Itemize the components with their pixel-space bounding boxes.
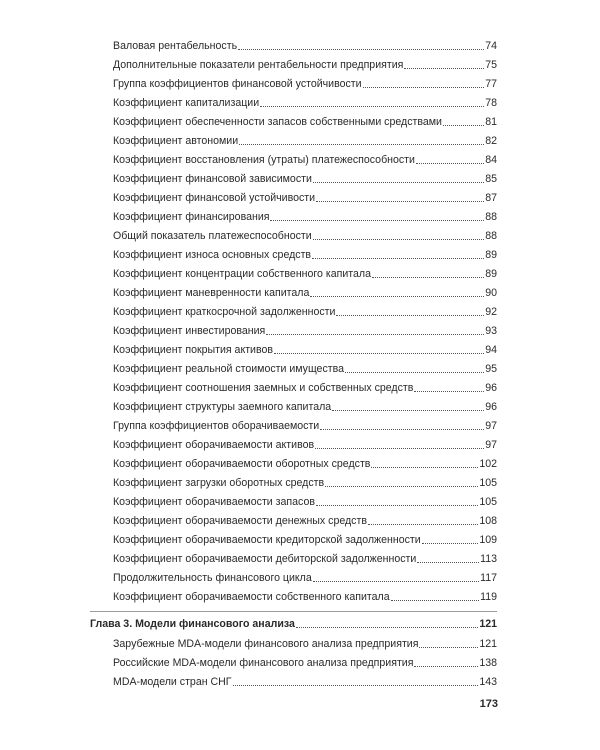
toc-entry-page: 108 <box>479 515 497 527</box>
toc-entry <box>113 208 497 224</box>
toc-entry-page: 85 <box>485 173 497 185</box>
toc-entry <box>113 75 497 91</box>
toc-leader-dots <box>270 220 484 221</box>
toc-entry-page: 92 <box>485 306 497 318</box>
toc-entry <box>113 360 497 376</box>
toc-entry <box>113 113 497 129</box>
toc-entry-title: Коэффициент оборачиваемости кредиторской задолженности <box>113 534 421 546</box>
toc-entry <box>113 569 497 585</box>
toc-entry <box>113 493 497 509</box>
toc-entry-page: 88 <box>485 211 497 223</box>
toc-leader-dots <box>313 581 479 582</box>
toc-leader-dots <box>315 448 484 449</box>
toc-entry-title: Коэффициент концентрации собственного капитала <box>113 268 371 280</box>
toc-entry <box>113 170 497 186</box>
toc-leader-dots <box>274 353 484 354</box>
toc-entry <box>113 379 497 395</box>
toc-entry-title: Коэффициент финансирования <box>113 211 270 223</box>
toc-leader-dots <box>404 68 484 69</box>
toc-entry-title: Коэффициент оборачиваемости оборотных средств <box>113 458 371 470</box>
toc-entry <box>113 56 497 72</box>
toc-entry <box>113 151 497 167</box>
toc-entry-title: Коэффициент покрытия активов <box>113 344 274 356</box>
toc-entry-title: Зарубежные MDA-модели финансового анализа предприятия <box>113 638 419 650</box>
toc-entry-title: Российские MDA-модели финансового анализа предприятия <box>113 657 414 669</box>
toc-entry-page: 94 <box>485 344 497 356</box>
toc-entry-page: 109 <box>479 534 497 546</box>
toc-entry-title: Коэффициент загрузки оборотных средств <box>113 477 325 489</box>
toc-leader-dots <box>419 647 478 648</box>
toc-leader-dots <box>320 429 484 430</box>
toc-entry-title: Коэффициент автономии <box>113 135 239 147</box>
toc-entry <box>113 436 497 452</box>
toc-leader-dots <box>372 277 484 278</box>
toc-leader-dots <box>233 685 479 686</box>
toc-entry-page: 89 <box>485 268 497 280</box>
toc-leader-dots <box>310 296 484 297</box>
toc-leader-dots <box>336 315 484 316</box>
toc-entry-title: Коэффициент капитализации <box>113 97 260 109</box>
toc-entry-title: MDA-модели стран СНГ <box>113 676 232 688</box>
toc-entry-page: 77 <box>485 78 497 90</box>
toc-entry-page: 88 <box>485 230 497 242</box>
toc-leader-dots <box>371 467 478 468</box>
toc-entry-title: Коэффициент соотношения заемных и собственных средств <box>113 382 414 394</box>
toc-entry-page: 138 <box>479 657 497 669</box>
toc-entry <box>113 398 497 414</box>
toc-entry-title: Группа коэффициентов финансовой устойчивости <box>113 78 362 90</box>
toc-entry-page: 96 <box>485 382 497 394</box>
toc-entry <box>113 474 497 490</box>
toc-leader-dots <box>363 87 485 88</box>
toc-entry <box>113 673 497 689</box>
toc-leader-dots <box>345 372 484 373</box>
toc-entry-page: 87 <box>485 192 497 204</box>
toc-leader-dots <box>417 562 479 563</box>
toc-entry-title: Коэффициент оборачиваемости запасов <box>113 496 315 508</box>
toc-entry <box>113 189 497 205</box>
toc-entry-title: Коэффициент реальной стоимости имущества <box>113 363 344 375</box>
toc-leader-dots <box>238 49 484 50</box>
toc-entry-title: Коэффициент износа основных средств <box>113 249 312 261</box>
toc-entry-title: Валовая рентабельность <box>113 40 238 52</box>
toc-entry <box>113 341 497 357</box>
toc-entry-page: 96 <box>485 401 497 413</box>
toc-leader-dots <box>313 239 485 240</box>
toc-entry-title: Коэффициент оборачиваемости активов <box>113 439 315 451</box>
toc-leader-dots <box>368 524 478 525</box>
toc-entry-title: Коэффициент краткосрочной задолженности <box>113 306 336 318</box>
toc-leader-dots <box>414 391 484 392</box>
page-number: 173 <box>479 698 498 710</box>
toc-entry-page: 93 <box>485 325 497 337</box>
toc-leader-dots <box>296 627 478 628</box>
toc-entry-page: 105 <box>479 477 497 489</box>
toc-entry <box>113 550 497 566</box>
toc-entry <box>113 455 497 471</box>
toc-entry-page: 84 <box>485 154 497 166</box>
toc-entry <box>113 531 497 547</box>
toc-leader-dots <box>422 543 479 544</box>
toc-chapter-page: 121 <box>479 618 497 630</box>
toc-entry-page: 105 <box>479 496 497 508</box>
toc-entry <box>113 303 497 319</box>
toc-leader-dots <box>325 486 478 487</box>
toc-entry <box>113 322 497 338</box>
toc-entry-title: Коэффициент финансовой зависимости <box>113 173 312 185</box>
toc-entry <box>113 246 497 262</box>
toc-leader-dots <box>316 505 478 506</box>
toc-leader-dots <box>312 258 484 259</box>
toc-entry-page: 89 <box>485 249 497 261</box>
toc-entry <box>113 635 497 651</box>
toc-entry-page: 78 <box>485 97 497 109</box>
toc-entry-title: Коэффициент оборачиваемости дебиторской задолженности <box>113 553 417 565</box>
toc-entry-page: 119 <box>480 591 497 603</box>
toc-entry <box>113 512 497 528</box>
toc-entry <box>113 284 497 300</box>
toc-entry <box>113 265 497 281</box>
toc-entry <box>113 654 497 670</box>
toc-entry <box>113 94 497 110</box>
toc-entry-page: 97 <box>485 439 497 451</box>
toc-entry-page: 97 <box>485 420 497 432</box>
toc-entry-title: Коэффициент оборачиваемости собственного капитала <box>113 591 390 603</box>
toc-entry-page: 102 <box>479 458 497 470</box>
toc-entry <box>113 588 497 604</box>
toc-entry-page: 95 <box>485 363 497 375</box>
toc-leader-dots <box>260 106 484 107</box>
toc-entry-page: 121 <box>479 638 497 650</box>
toc-entry-page: 75 <box>485 59 497 71</box>
toc-leader-dots <box>391 600 479 601</box>
toc-leader-dots <box>416 163 484 164</box>
toc-entry-page: 143 <box>479 676 497 688</box>
toc-leader-dots <box>443 125 484 126</box>
toc-entry-title: Общий показатель платежеспособности <box>113 230 312 242</box>
toc-entry-title: Коэффициент финансовой устойчивости <box>113 192 316 204</box>
toc-entry <box>113 417 497 433</box>
toc-entry-title: Коэффициент инвестирования <box>113 325 266 337</box>
toc-leader-dots <box>239 144 484 145</box>
toc-chapter <box>90 615 497 631</box>
toc-entry-page: 81 <box>485 116 497 128</box>
toc-entry-title: Коэффициент структуры заемного капитала <box>113 401 332 413</box>
toc-entry-title: Группа коэффициентов оборачиваемости <box>113 420 320 432</box>
toc-entry-page: 113 <box>480 553 497 565</box>
toc-entry <box>113 37 497 53</box>
toc-leader-dots <box>266 334 484 335</box>
toc-entry-page: 90 <box>485 287 497 299</box>
toc-entry <box>113 227 497 243</box>
toc-entry-title: Коэффициент маневренности капитала <box>113 287 310 299</box>
chapter-divider <box>90 611 497 612</box>
toc-entry-title: Коэффициент оборачиваемости денежных средств <box>113 515 367 527</box>
toc-entry-title: Коэффициент восстановления (утраты) платежеспособности <box>113 154 415 166</box>
toc-entry-title: Продолжительность финансового цикла <box>113 572 312 584</box>
toc-entry-page: 74 <box>485 40 497 52</box>
toc-leader-dots <box>316 201 484 202</box>
toc-entry-page: 82 <box>485 135 497 147</box>
toc-entry-page: 117 <box>480 572 497 584</box>
toc-leader-dots <box>414 666 478 667</box>
toc-leader-dots <box>332 410 484 411</box>
toc-entry-title: Коэффициент обеспеченности запасов собственными средствами <box>113 116 442 128</box>
toc-entry <box>113 132 497 148</box>
toc-entry-title: Дополнительные показатели рентабельности предприятия <box>113 59 404 71</box>
toc-chapter-title: Глава 3. Модели финансового анализа <box>90 618 295 630</box>
toc-leader-dots <box>313 182 484 183</box>
